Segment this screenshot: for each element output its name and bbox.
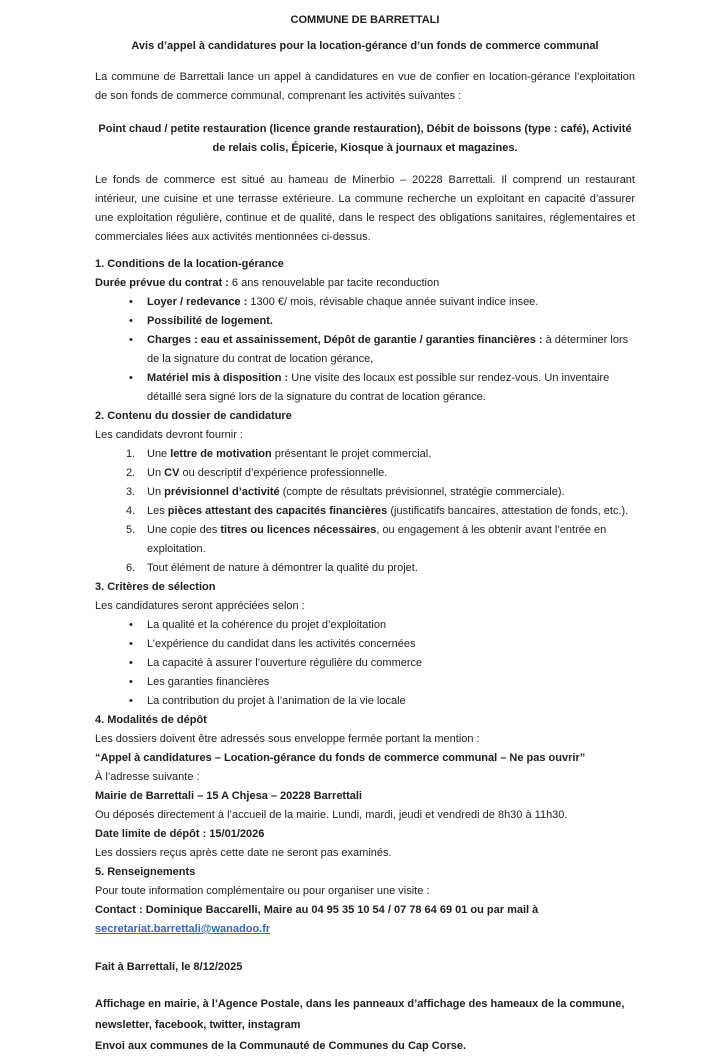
distribution-line: Envoi aux communes de la Communauté de Communes du Cap Corse. [95, 1040, 467, 1052]
list-item [95, 521, 635, 559]
dossier-list [95, 445, 635, 578]
publication-channels-line: Affichage en mairie, à l’Agence Postale, dans les panneaux d’affichage des hameaux de la commune, newsletter, facebook, twitter, instagram [95, 998, 625, 1031]
bullet-marker: • [129, 372, 133, 384]
list-item-text: Charges : eau et assainissement, Dépôt de garantie / garanties financières : à déterminer lors de la signature du contrat de location gérance, [147, 334, 629, 365]
list-item [95, 559, 635, 578]
list-item-text: Les pièces attestant des capacités financières (justificatifs bancaires, attestation de fonds, etc.). [147, 505, 629, 517]
list-item-text: La qualité et la cohérence du projet d’exploitation [147, 619, 387, 631]
list-item [95, 635, 635, 654]
document-title: COMMUNE DE BARRETTALI [290, 14, 440, 26]
email-line [95, 920, 635, 939]
signature-date-line: Fait à Barrettali, le 8/12/2025 [95, 961, 243, 973]
list-item [95, 369, 635, 407]
bullet-marker: • [129, 657, 133, 669]
list-item [95, 445, 635, 464]
section-3-heading: 3. Critères de sélection [95, 581, 216, 593]
contract-duration-value: 6 ans renouvelable par tacite reconduction [228, 277, 440, 289]
list-item-text: Loyer / redevance : 1300 €/ mois, révisable chaque année suivant indice insee. [147, 296, 539, 308]
activities-paragraph: Point chaud / petite restauration (licence grande restauration), Débit de boissons (type : café), Activité de relais colis, Épicerie, Kiosque à journaux et magazines. [98, 123, 632, 154]
list-item [95, 331, 635, 369]
criteria-list [95, 616, 635, 711]
number-marker: 3. [126, 486, 136, 498]
deadline-date: Date limite de dépôt : 15/01/2026 [95, 828, 265, 840]
section-1-heading: 1. Conditions de la location-gérance [95, 258, 284, 270]
bullet-marker: • [129, 695, 133, 707]
contact-line: Contact : Dominique Baccarelli, Maire au 04 95 35 10 54 / 07 78 64 69 01 ou par mail à [95, 904, 539, 916]
list-item-text: L’expérience du candidat dans les activités concernées [147, 638, 416, 650]
list-item-text: Matériel mis à disposition : Une visite des locaux est possible sur rendez-vous. Un inventaire détaillé sera signé lors de la signature du contrat de location gérance. [147, 372, 610, 403]
number-marker: 5. [126, 524, 136, 536]
bullet-marker: • [129, 296, 133, 308]
list-item [95, 502, 635, 521]
list-item-text: La contribution du projet à l’animation de la vie locale [147, 695, 406, 707]
list-item-text: Une copie des titres ou licences nécessaires, ou engagement à les obtenir avant l’entrée en exploitation. [147, 524, 607, 555]
list-item [95, 616, 635, 635]
section-4-heading: 4. Modalités de dépôt [95, 714, 207, 726]
document-subtitle: Avis d’appel à candidatures pour la location-gérance d’un fonds de commerce communal [131, 40, 599, 52]
list-item-text: Les garanties financières [147, 676, 270, 688]
number-marker: 2. [126, 467, 136, 479]
list-item [95, 673, 635, 692]
list-item [95, 312, 635, 331]
intro-paragraph: La commune de Barrettali lance un appel à candidatures en vue de confier en location-gérance l’exploitation de son fonds de commerce communal, comprenant les activités suivantes : [95, 71, 635, 102]
contract-duration-label: Durée prévue du contrat : [95, 277, 229, 289]
section-5-heading: 5. Renseignements [95, 866, 196, 878]
envelope-instruction: Les dossiers doivent être adressés sous enveloppe fermée portant la mention : [95, 733, 480, 745]
info-lead: Pour toute information complémentaire ou pour organiser une visite : [95, 885, 430, 897]
bullet-marker: • [129, 315, 133, 327]
deposit-hours: Ou déposés directement à l’accueil de la mairie. Lundi, mardi, jeudi et vendredi de 8h30 à 11h30. [95, 809, 568, 821]
list-item-text: Une lettre de motivation présentant le projet commercial. [147, 448, 432, 460]
list-item [95, 293, 635, 312]
list-item [95, 464, 635, 483]
number-marker: 6. [126, 562, 136, 574]
section-3-lead: Les candidatures seront appréciées selon : [95, 600, 305, 612]
list-item-text: Un CV ou descriptif d’expérience professionnelle. [147, 467, 388, 479]
section-2-heading: 2. Contenu du dossier de candidature [95, 410, 292, 422]
contract-duration-line [95, 274, 635, 293]
section-2-lead: Les candidats devront fournir : [95, 429, 243, 441]
list-item [95, 483, 635, 502]
bullet-marker: • [129, 619, 133, 631]
list-item-text: Un prévisionnel d’activité (compte de résultats prévisionnel, stratégie commerciale). [147, 486, 565, 498]
list-item-text: Tout élément de nature à démontrer la qualité du projet. [147, 562, 418, 574]
address-lead: À l’adresse suivante : [95, 771, 200, 783]
late-dossiers-note: Les dossiers reçus après cette date ne seront pas examinés. [95, 847, 392, 859]
mairie-address: Mairie de Barrettali – 15 A Chjesa – 20228 Barrettali [95, 790, 362, 802]
number-marker: 4. [126, 505, 136, 517]
bullet-marker: • [129, 676, 133, 688]
list-item [95, 654, 635, 673]
list-item-text: La capacité à assurer l’ouverture régulière du commerce [147, 657, 423, 669]
location-paragraph: Le fonds de commerce est situé au hameau de Minerbio – 20228 Barrettali. Il comprend un restaurant intérieur, une cuisine et une terrasse extérieure. La commune recherche un exploitant en capacité d’assurer une exploitation régulière, continue et de qualité, dans le respect des obligations sanitaires, réglementaires et commerciales liées aux activités mentionnées ci-dessus. [95, 174, 635, 243]
number-marker: 1. [126, 448, 136, 460]
conditions-list [95, 293, 635, 407]
bullet-marker: • [129, 334, 133, 346]
list-item [95, 692, 635, 711]
email-link[interactable]: secretariat.barrettali@wanadoo.fr [95, 923, 271, 935]
envelope-mention: “Appel à candidatures – Location-gérance du fonds de commerce communal – Ne pas ouvrir” [95, 752, 586, 764]
list-item-text: Possibilité de logement. [147, 315, 273, 327]
bullet-marker: • [129, 638, 133, 650]
